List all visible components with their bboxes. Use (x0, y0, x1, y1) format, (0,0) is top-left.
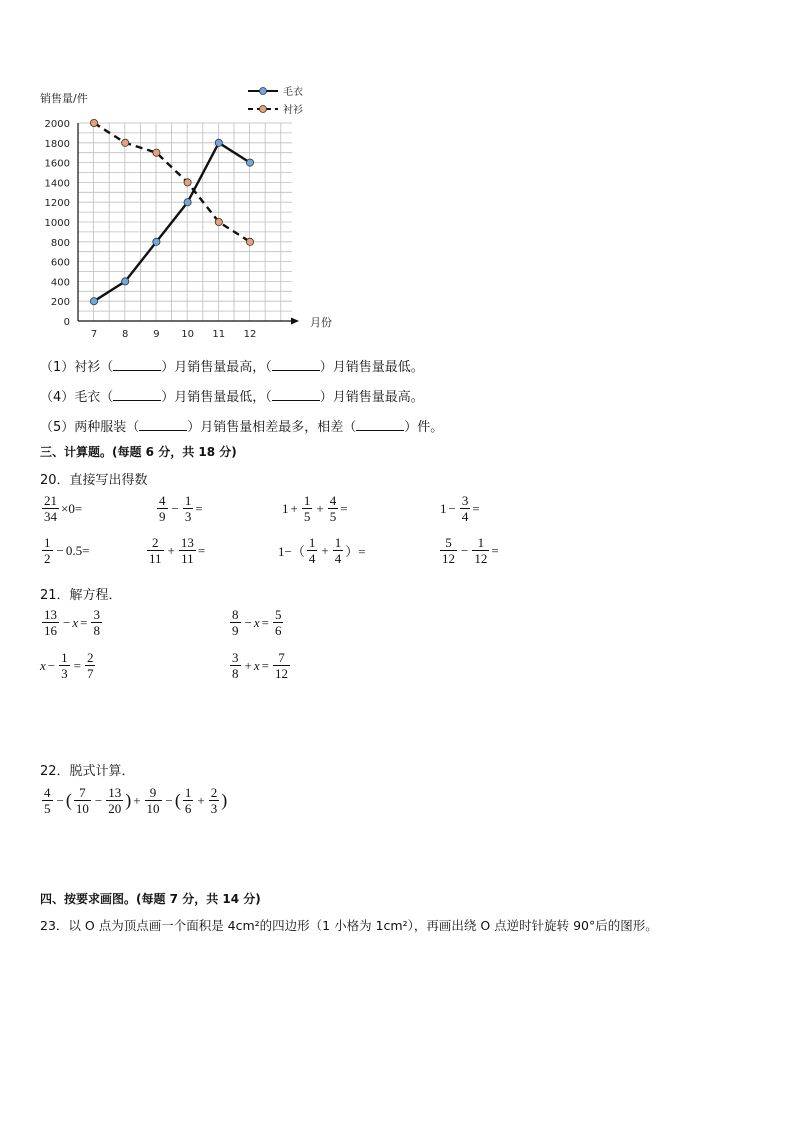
question-1: （1）衬衫（ ）月销售量最高，（ ）月销售量最低。 (40, 360, 424, 375)
y-tick-label: 0 (63, 317, 70, 328)
x-tick-label: 9 (153, 329, 160, 340)
x-axis-label: 月份 (310, 316, 332, 329)
legend-marker-shirt (260, 106, 267, 113)
data-point-shirt (90, 119, 97, 126)
x-tick-label: 8 (122, 329, 129, 340)
q21-eq-3: x − $\frac{1}{3}$ = $\frac{2}{7}$ (40, 650, 94, 681)
y-tick-label: 800 (50, 237, 70, 249)
y-tick-label: 1800 (44, 138, 70, 150)
answer-blank[interactable] (113, 358, 161, 371)
legend-label-sweater: 毛衣 (283, 87, 303, 98)
y-tick-label: 600 (50, 257, 70, 269)
q20-item-2: $\frac{4}{9}$ − $\frac{1}{3}$ = (159, 493, 203, 524)
data-point-shirt (215, 218, 222, 225)
data-point-shirt (246, 238, 253, 245)
legend-label-shirt: 衬衫 (283, 105, 303, 116)
q21-eq-1: $\frac{13}{16}$ − x = $\frac{3}{8}$ (44, 607, 100, 638)
y-tick-labels (45, 119, 70, 328)
q20-item-4: 1 − $\frac{3}{4}$ = (440, 493, 480, 524)
x-tick-label: 12 (243, 329, 257, 340)
q20-item-7: 1−（ $\frac{1}{4}$ + $\frac{1}{4}$ ）= (278, 535, 366, 566)
y-tick-label: 1400 (44, 178, 70, 190)
q20-item-1: $\frac{21}{34}$ ×0= (44, 493, 83, 524)
legend-marker-sweater (260, 88, 267, 95)
q20-item-6: $\frac{2}{11}$ + $\frac{13}{11}$ = (149, 535, 206, 566)
answer-blank[interactable] (272, 358, 320, 371)
sales-line-chart (0, 0, 794, 345)
q20-item-5: $\frac{1}{2}$ − 0.5= (44, 535, 90, 566)
data-point-sweater (90, 298, 97, 305)
data-point-shirt (122, 139, 129, 146)
question-5: （5）两种服装（ ）月销售量相差最多，相差（ ）件。 (40, 420, 444, 435)
q20-item-3: 1 + $\frac{1}{5}$ + $\frac{4}{5}$ = (282, 493, 348, 524)
y-tick-label: 2000 (44, 119, 70, 130)
y-axis-label: 销售量/件 (40, 92, 88, 105)
data-point-shirt (153, 149, 160, 156)
q22-expression: $\frac{4}{5}$ − ( $\frac{7}{10}$ − $\frac{13}{20}$ ) + $\frac{9}{10}$ − ( $\frac{1}{6}$ + $\frac{2}{3}$ ) (44, 785, 228, 816)
data-point-sweater (122, 278, 129, 285)
x-axis-arrow (291, 318, 299, 325)
answer-blank[interactable] (356, 418, 404, 431)
question-4: （4）毛衣（ ）月销售量最低，（ ）月销售量最高。 (40, 390, 424, 405)
y-tick-label: 200 (50, 297, 70, 309)
chart-legend (248, 85, 303, 116)
q21-eq-2: $\frac{8}{9}$ − x = $\frac{5}{6}$ (232, 607, 282, 638)
q20-title: 20．直接写出得数 (40, 473, 148, 488)
q21-title: 21．解方程． (40, 588, 122, 603)
y-tick-label: 1200 (44, 198, 70, 210)
y-tick-label: 1600 (44, 158, 70, 170)
data-point-sweater (215, 139, 222, 146)
x-tick-label: 10 (181, 329, 194, 340)
section-4-title: 四、按要求画图。(每题 7 分，共 14 分) (40, 892, 261, 906)
y-tick-label: 400 (50, 277, 70, 289)
section-3-title: 三、计算题。(每题 6 分，共 18 分) (40, 445, 237, 459)
q20-item-8: $\frac{5}{12}$ − $\frac{1}{12}$ = (442, 535, 499, 566)
answer-blank[interactable] (272, 388, 320, 401)
data-point-sweater (246, 159, 253, 166)
data-point-shirt (184, 179, 191, 186)
answer-blank[interactable] (139, 418, 187, 431)
q23-text: 23．以 O 点为顶点画一个面积是 4cm²的四边形（1 小格为 1cm²），再画出绕 O 点逆时针旋转 90°后的图形。 (40, 918, 658, 933)
data-point-sweater (153, 238, 160, 245)
x-tick-label: 11 (212, 329, 226, 340)
x-tick-label: 7 (90, 329, 98, 340)
answer-blank[interactable] (113, 388, 161, 401)
data-point-sweater (184, 199, 191, 206)
q21-eq-4: $\frac{3}{8}$ + x = $\frac{7}{12}$ (232, 650, 288, 681)
q22-title: 22．脱式计算． (40, 764, 135, 779)
x-tick-labels (91, 329, 257, 340)
chart-axes (78, 123, 299, 325)
y-tick-label: 1000 (44, 218, 70, 229)
